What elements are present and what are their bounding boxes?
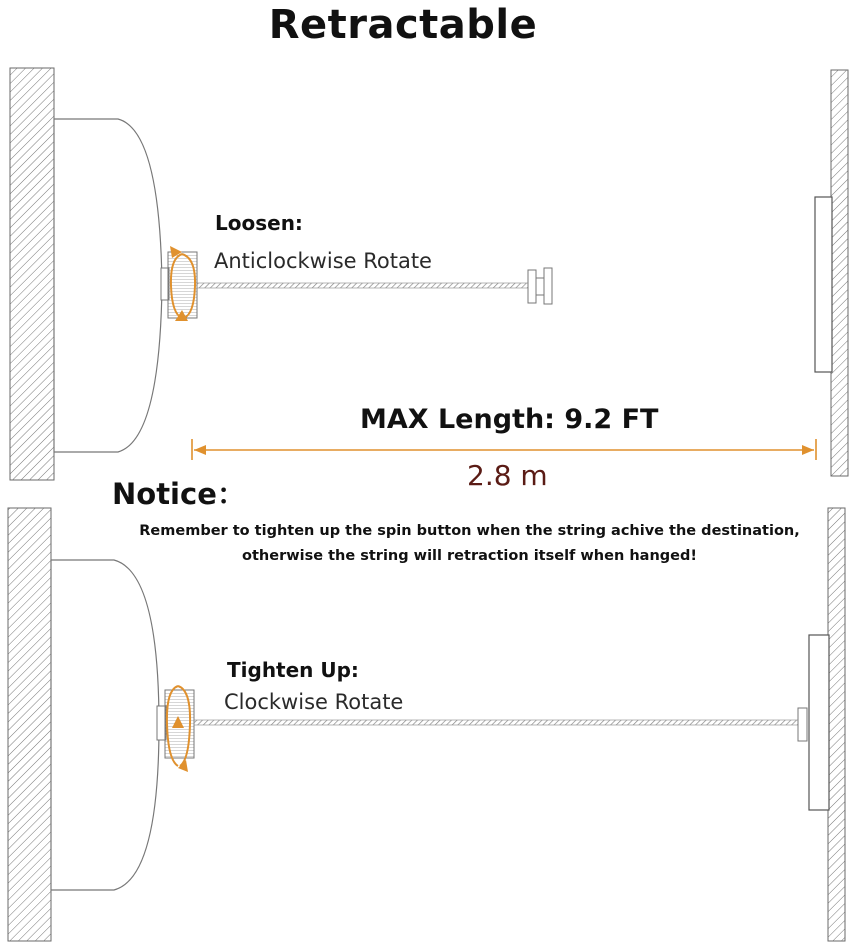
- right-wall-top: [831, 70, 848, 476]
- reel-body-bottom: [51, 560, 159, 890]
- string-top: [197, 283, 530, 288]
- tighten-heading: Tighten Up:: [227, 658, 359, 682]
- wall-plate-top: [815, 197, 832, 372]
- string-end-clip-bottom: [798, 708, 807, 741]
- notice-heading: Notice：: [112, 477, 246, 511]
- loosen-heading: Loosen:: [215, 211, 303, 235]
- loosen-instruction: Anticlockwise Rotate: [214, 249, 432, 273]
- max-length-label: MAX Length: 9.2 FT: [360, 404, 659, 435]
- bottom-panel: [8, 508, 845, 941]
- string-bottom: [194, 720, 798, 725]
- left-wall-bottom: [8, 508, 51, 941]
- notice-text: [112, 519, 827, 569]
- notice-line-2: otherwise the string will retraction itself when hanged!: [242, 548, 697, 564]
- tighten-instruction: Clockwise Rotate: [224, 690, 404, 714]
- metric-length-label: 2.8 m: [467, 459, 548, 492]
- reel-body-top: [54, 119, 162, 452]
- left-wall-top: [10, 68, 54, 480]
- wall-plate-bottom: [809, 635, 829, 810]
- length-dimension-arrow: [192, 439, 816, 460]
- right-wall-bottom: [828, 508, 845, 941]
- notice-line-1: Remember to tighten up the spin button when the string achive the destination,: [139, 523, 800, 539]
- string-end-clip-top: [528, 268, 552, 304]
- page-title: Retractable: [268, 2, 538, 48]
